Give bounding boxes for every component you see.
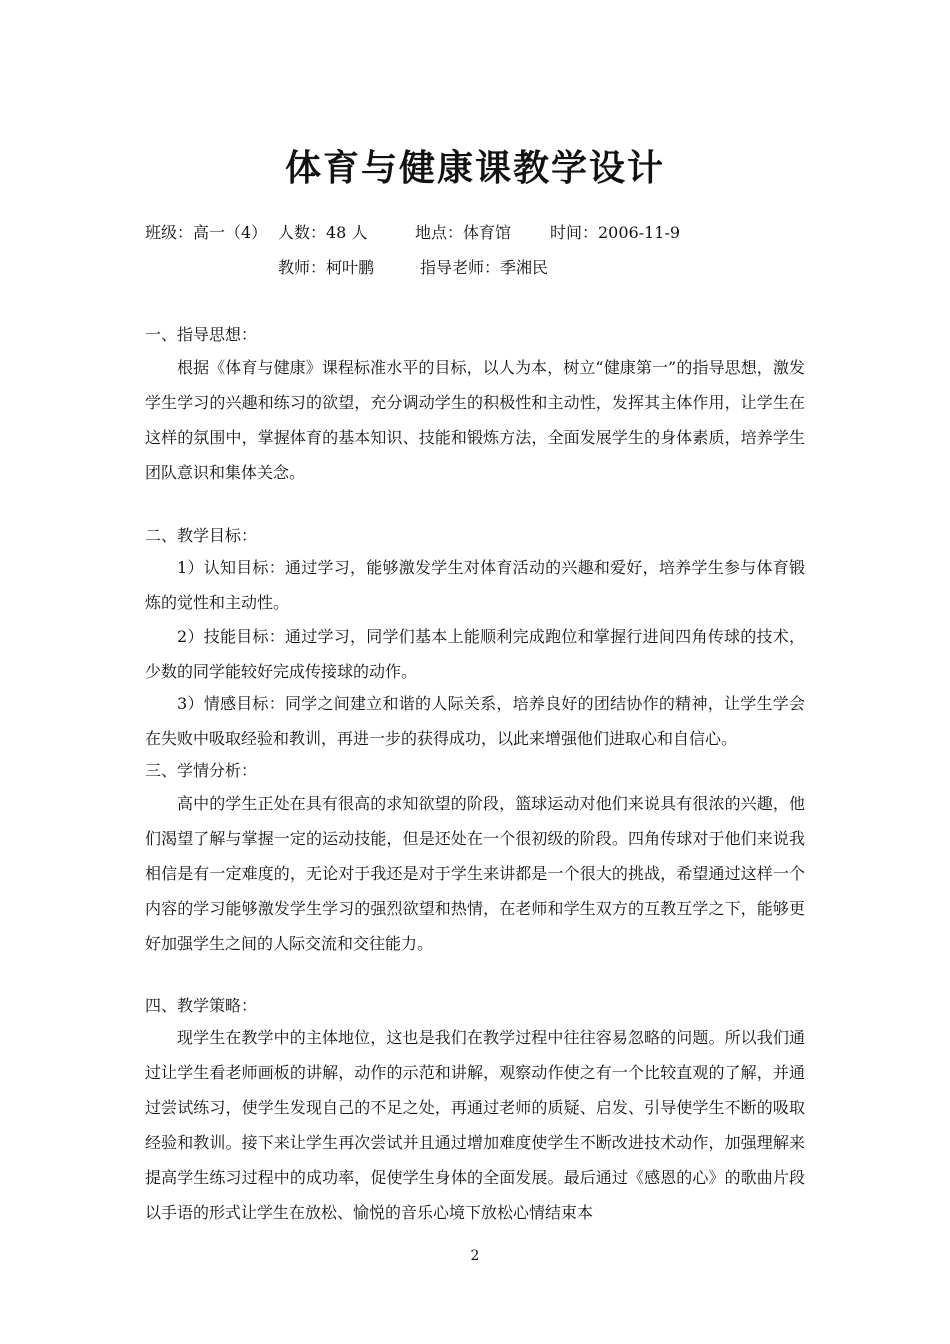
section-heading-guiding-ideology: 一、指导思想： [145,325,258,344]
info-student-count: 人数：48 人 [278,223,368,242]
section-heading-teaching-strategy: 四、教学策略： [145,996,258,1015]
info-class: 班级：高一（4） [145,223,268,242]
paragraph-skill-goal: 2）技能目标：通过学习，同学们基本上能顺利完成跑位和掌握行进间四角传球的技术，少数的同学能较好完成传接球的动作。 [145,627,805,681]
paragraph-affective-goal: 3）情感目标：同学之间建立和谐的人际关系，培养良好的团结协作的精神，让学生学会在失败中吸取经验和教训，再进一步的获得成功，以此来增强他们进取心和自信心。 [145,694,805,748]
paragraph-student-analysis: 高中的学生正处在具有很高的求知欲望的阶段，篮球运动对他们来说具有很浓的兴趣，他们渴望了解与掌握一定的运动技能，但是还处在一个很初级的阶段。四角传球对于他们来说我相信是有一定难度的，无论对于我还是对于学生来讲都是一个很大的挑战，希望通过这样一个内容的学习能够激发学生学习的强烈欲望和热情，在老师和学生双方的互教互学之下，能够更好加强学生之间的人际交流和交往能力。 [145,794,805,953]
page-number: 2 [470,1248,480,1264]
paragraph-guiding-ideology: 根据《体育与健康》课程标准水平的目标，以人为本，树立“健康第一”的指导思想，激发学生学习的兴趣和练习的欲望，充分调动学生的积极性和主动性，发挥其主体作用，让学生在这样的氛围中，掌握体育的基本知识、技能和锻炼方法，全面发展学生的身体素质，培养学生团队意识和集体关念。 [145,358,805,482]
paragraph-cognitive-goal: 1）认知目标：通过学习，能够激发学生对体育活动的兴趣和爱好，培养学生参与体育锻炼的觉性和主动性。 [145,558,805,612]
paragraph-teaching-strategy: 现学生在教学中的主体地位，这也是我们在教学过程中往往容易忽略的问题。所以我们通过让学生看老师画板的讲解，动作的示范和讲解，观察动作使之有一个比较直观的了解，并通过尝试练习，使学生发现自己的不足之处，再通过老师的质疑、启发、引导使学生不断的吸取经验和教训。接下来让学生再次尝试并且通过增加难度使学生不断改进技术动作，加强理解来提高学生练习过程中的成功率，促使学生身体的全面发展。最后通过《感恩的心》的歌曲片段以手语的形式让学生在放松、愉悦的音乐心境下放松心情结束本 [145,1028,805,1222]
info-advisor: 指导老师：季湘民 [420,258,549,277]
section-heading-teaching-goals: 二、教学目标： [145,526,258,545]
info-teacher: 教师：柯叶鹏 [278,258,375,277]
document-title: 体育与健康课教学设计 [284,147,665,189]
section-heading-student-analysis: 三、学情分析： [145,761,258,780]
info-time: 时间：2006-11-9 [550,223,681,242]
info-location: 地点：体育馆 [415,223,512,242]
